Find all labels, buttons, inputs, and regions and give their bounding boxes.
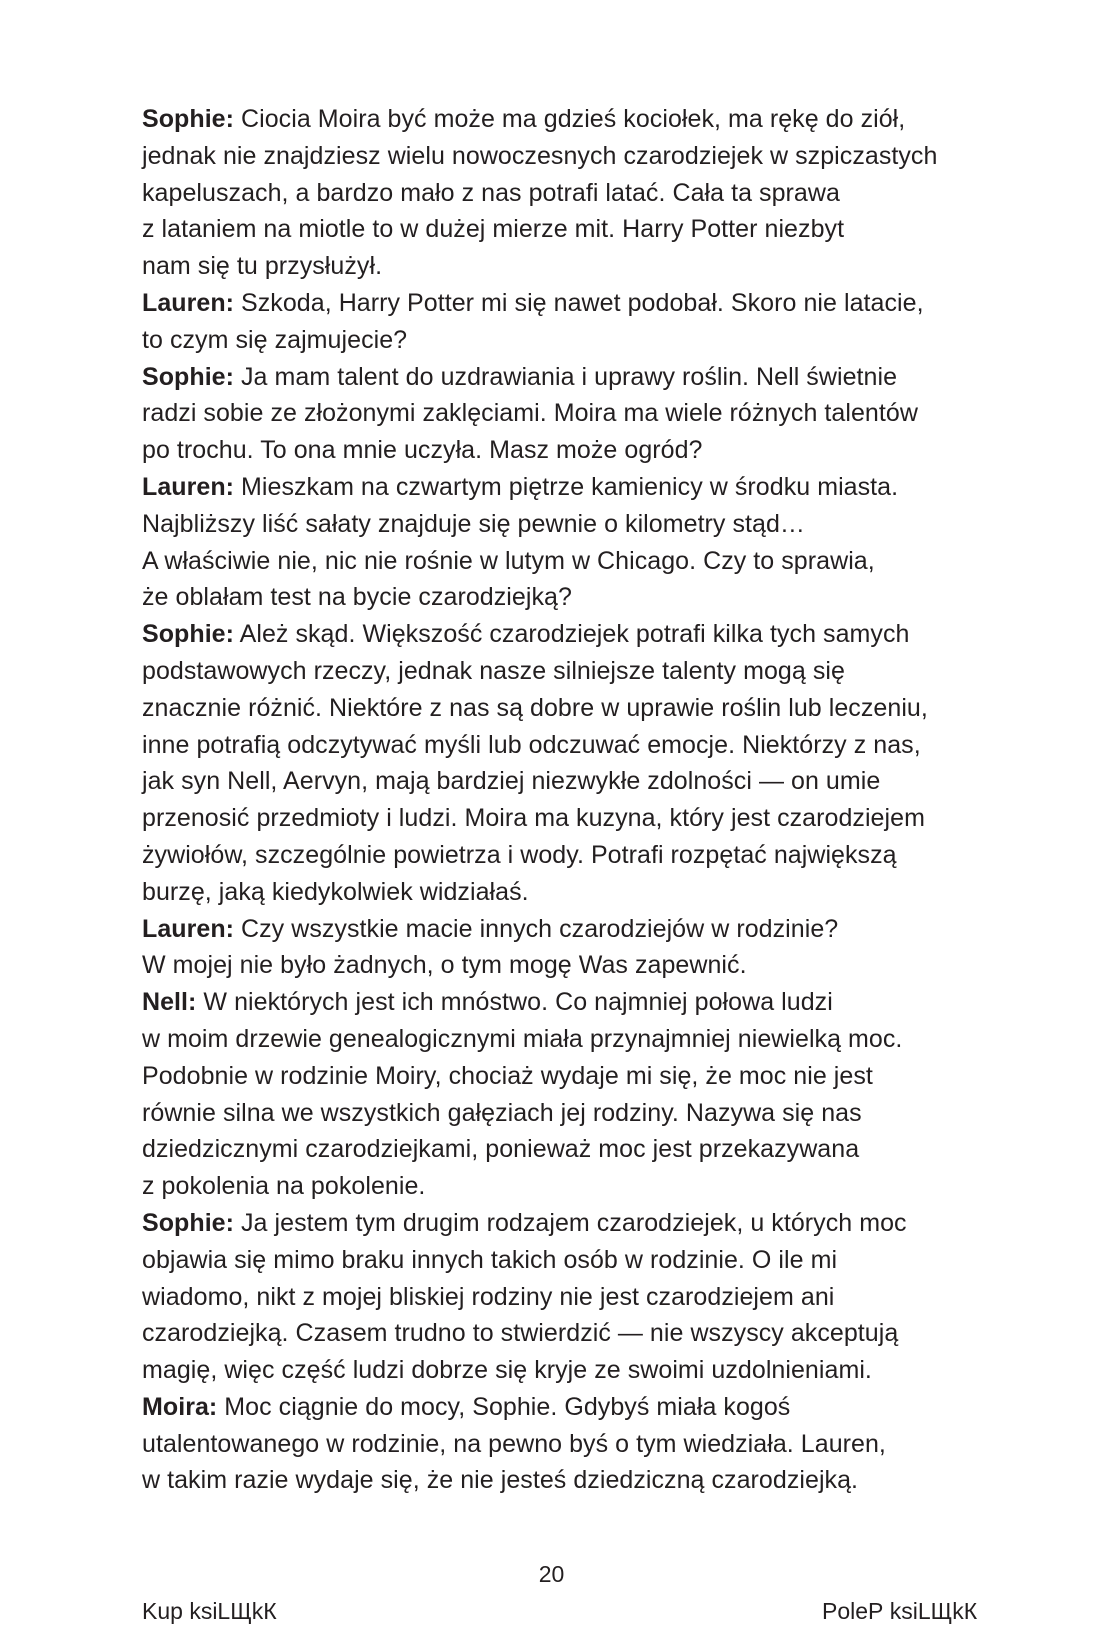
line-text: Ja mam talent do uzdrawiania i uprawy roślin. Nell świetnie xyxy=(234,362,898,391)
text-line: w takim razie wydaje się, że nie jesteś dziedziczną czarodziejką. xyxy=(142,1466,859,1495)
speaker-label: Sophie: xyxy=(142,362,235,391)
text-line: jednak nie znajdziesz wielu nowoczesnych czarodziejek w szpiczastych xyxy=(142,141,938,170)
speaker-label: Lauren: xyxy=(142,472,235,501)
text-line: znacznie różnić. Niektóre z nas są dobre w uprawie roślin lub leczeniu, xyxy=(142,693,928,722)
text-line: czarodziejką. Czasem trudno to stwierdzić — nie wszyscy akceptują xyxy=(142,1319,899,1348)
text-line xyxy=(142,285,992,322)
text-line: że oblałam test na bycie czarodziejką? xyxy=(142,583,572,612)
text-line: z lataniem na miotle to w dużej mierze mit. Harry Potter niezbyt xyxy=(142,215,845,244)
text-line xyxy=(142,101,992,138)
line-text: Czy wszystkie macie innych czarodziejów w rodzinie? xyxy=(234,914,839,943)
text-line xyxy=(142,616,992,653)
text-line xyxy=(142,359,992,396)
line-text: Ciocia Moira być może ma gdzieś kociołek, ma rękę do ziół, xyxy=(234,105,906,133)
text-line: w moim drzewie genealogicznymi miała przynajmniej niewielką moc. xyxy=(142,1024,903,1053)
dialogue-paragraph xyxy=(142,1389,992,1499)
line-text: Moc ciągnie do mocy, Sophie. Gdybyś miała kogoś xyxy=(217,1392,791,1421)
text-line: podstawowych rzeczy, jednak nasze silniejsze talenty mogą się xyxy=(142,656,845,685)
text-line xyxy=(142,984,992,1021)
text-line: przenosić przedmioty i ludzi. Moira ma kuzyna, który jest czarodziejem xyxy=(142,804,925,833)
dialogue-paragraph xyxy=(142,984,992,1205)
text-line: objawia się mimo braku innych takich osób w rodzinie. O ile mi xyxy=(142,1245,838,1274)
text-line: W mojej nie było żadnych, o tym mogę Was zapewnić. xyxy=(142,951,747,980)
speaker-label: Sophie: xyxy=(142,105,235,133)
text-line: to czym się zajmujecie? xyxy=(142,325,408,354)
dialogue-paragraph xyxy=(142,469,992,616)
footer-buy-link[interactable]: Kup ksiLЩkК xyxy=(142,1598,277,1624)
dialogue-paragraph xyxy=(142,359,992,469)
dialogue-paragraph xyxy=(142,616,992,910)
text-line: wiadomo, nikt z mojej bliskiej rodziny nie jest czarodziejem ani xyxy=(142,1282,835,1311)
page-body xyxy=(142,101,992,1499)
text-line: burzę, jaką kiedykolwiek widziałaś. xyxy=(142,877,529,906)
text-line: kapeluszach, a bardzo mało z nas potrafi latać. Cała ta sprawa xyxy=(142,178,840,207)
text-line xyxy=(142,911,992,948)
dialogue-paragraph xyxy=(142,101,992,285)
dialogue-paragraph xyxy=(142,1205,992,1389)
speaker-label: Moira: xyxy=(142,1392,218,1421)
text-line: inne potrafią odczytywać myśli lub odczuwać emocje. Niektórzy z nas, xyxy=(142,730,921,759)
line-text: Szkoda, Harry Potter mi się nawet podobał. Skoro nie latacie, xyxy=(234,288,924,317)
speaker-label: Sophie: xyxy=(142,1208,235,1237)
line-text: Mieszkam na czwartym piętrze kamienicy w środku miasta. xyxy=(234,472,899,501)
text-line: po trochu. To ona mnie uczyła. Masz może ogród? xyxy=(142,436,703,465)
text-line: równie silna we wszystkich gałęziach jej rodziny. Nazywa się nas xyxy=(142,1098,862,1127)
text-line: radzi sobie ze złożonymi zaklęciami. Moira ma wiele różnych talentów xyxy=(142,399,918,428)
text-line: żywiołów, szczególnie powietrza i wody. Potrafi rozpętać największą xyxy=(142,840,897,869)
line-text: Ja jestem tym drugim rodzajem czarodziejek, u których moc xyxy=(234,1208,907,1237)
text-line: Najbliższy liść sałaty znajduje się pewnie o kilometry stąd… xyxy=(142,509,805,538)
dialogue-paragraph xyxy=(142,911,992,985)
speaker-label: Lauren: xyxy=(142,288,235,317)
text-line: z pokolenia na pokolenie. xyxy=(142,1172,426,1201)
line-text: W niektórych jest ich mnóstwo. Co najmniej połowa ludzi xyxy=(196,988,833,1017)
text-line: Podobnie w rodzinie Moiry, chociaż wydaje mi się, że moc nie jest xyxy=(142,1061,873,1090)
page-number: 20 xyxy=(538,1561,565,1587)
text-line: jak syn Nell, Aervyn, mają bardziej niezwykłe zdolności — on umie xyxy=(142,767,881,796)
text-line: A właściwie nie, nic nie rośnie w lutym w Chicago. Czy to sprawia, xyxy=(142,546,875,575)
line-text: Ależ skąd. Większość czarodziejek potrafi kilka tych samych xyxy=(234,620,910,649)
speaker-label: Lauren: xyxy=(142,914,235,943)
text-line: dziedzicznymi czarodziejkami, ponieważ moc jest przekazywana xyxy=(142,1135,860,1164)
text-line xyxy=(142,1205,992,1242)
text-line xyxy=(142,1389,992,1426)
text-line: utalentowanego w rodzinie, na pewno byś o tym wiedziała. Lauren, xyxy=(142,1429,886,1458)
dialogue-paragraph xyxy=(142,285,992,359)
speaker-label: Nell: xyxy=(142,988,197,1017)
text-line: nam się tu przysłużył. xyxy=(142,252,383,281)
footer-recommend-link[interactable]: PoleР ksiLЩkК xyxy=(822,1598,978,1624)
text-line xyxy=(142,469,992,506)
text-line: magię, więc część ludzi dobrze się kryje ze swoimi uzdolnieniami. xyxy=(142,1356,872,1385)
speaker-label: Sophie: xyxy=(142,620,235,649)
